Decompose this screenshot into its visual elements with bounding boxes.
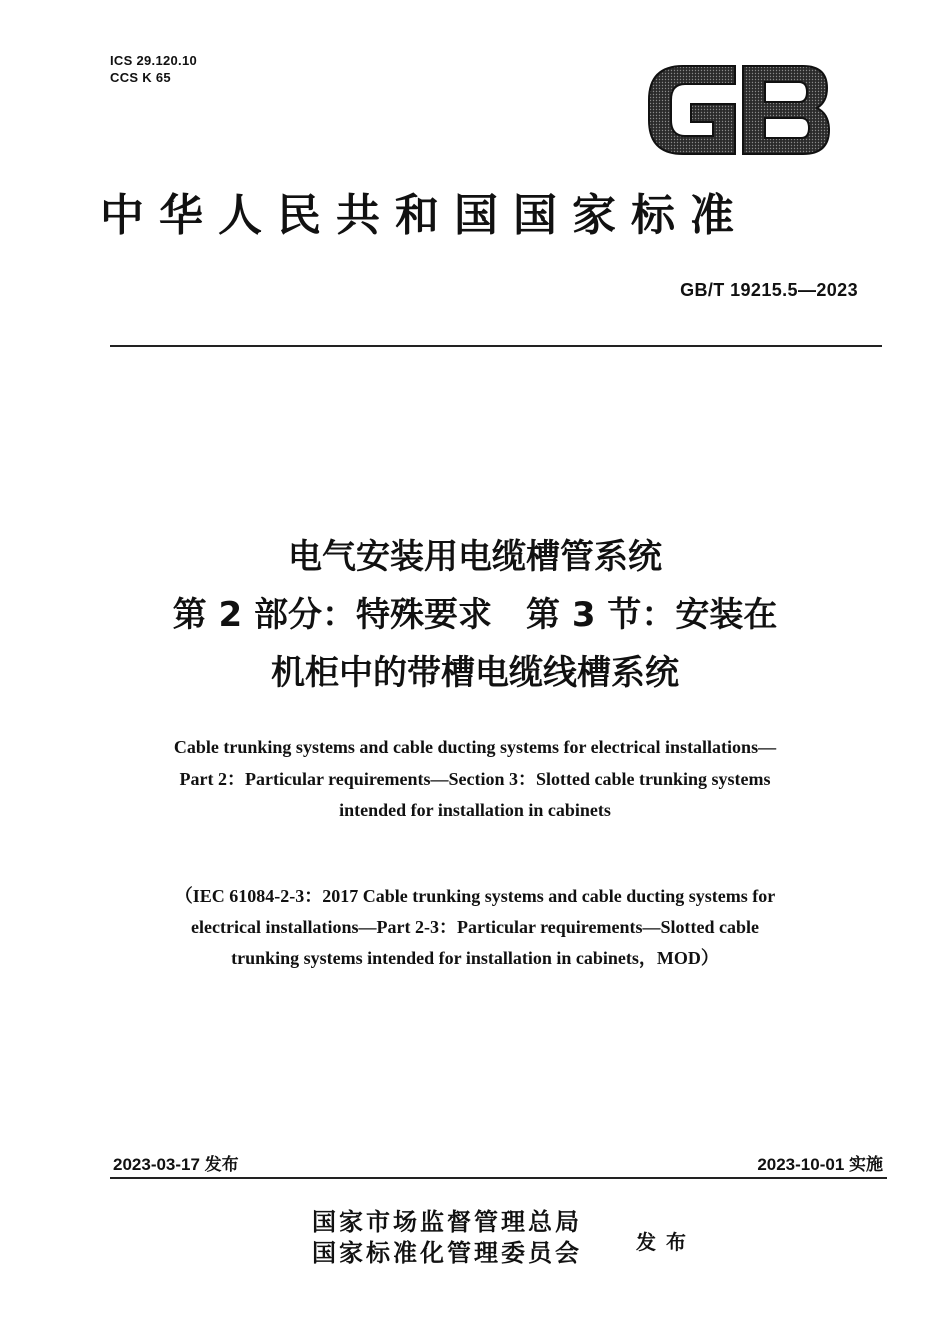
standard-number: GB/T 19215.5—2023 [680,280,858,300]
english-title-line: intended for installation in cabinets [339,800,611,820]
chinese-title-line: 机柜中的带槽电缆线槽系统 [271,653,679,693]
chinese-title-line: 电气安装用电缆槽管系统 [288,537,662,577]
iec-reference-line: electrical installations—Part 2-3：Particular requirements—Slotted cable [191,917,759,937]
classification-codes [110,52,197,86]
footer-divider [110,1177,887,1179]
english-title-line: Part 2：Particular requirements—Section 3：Slotted cable trunking systems [179,768,771,789]
national-standard-title: 中华人民共和国国家标准 [100,190,749,241]
issuer-line: 国家标准化管理委员会 [312,1238,582,1267]
implementation-date: 2023-10-01 实施 [757,1155,883,1174]
gb-logo-icon [643,60,833,160]
ics-code: ICS 29.120.10 [110,53,198,68]
chinese-title-line: 第 2 部分：特殊要求 第 3 节：安装在 [172,595,778,635]
issue-date: 2023-03-17 发布 [113,1155,239,1174]
ccs-code: CCS K 65 [110,70,171,85]
header-divider [110,345,882,347]
iec-reference [75,881,875,974]
iec-reference-line: trunking systems intended for installation in cabinets，MOD） [231,948,719,968]
publish-label: 发布 [636,1230,696,1254]
english-title [75,732,875,827]
issuing-bodies [312,1206,582,1268]
issuer-line: 国家市场监督管理总局 [312,1207,582,1236]
iec-reference-line: （IEC 61084-2-3：2017 Cable trunking systems and cable ducting systems for [174,886,776,906]
chinese-title [75,528,875,702]
english-title-line: Cable trunking systems and cable ducting systems for electrical installations— [173,737,777,757]
